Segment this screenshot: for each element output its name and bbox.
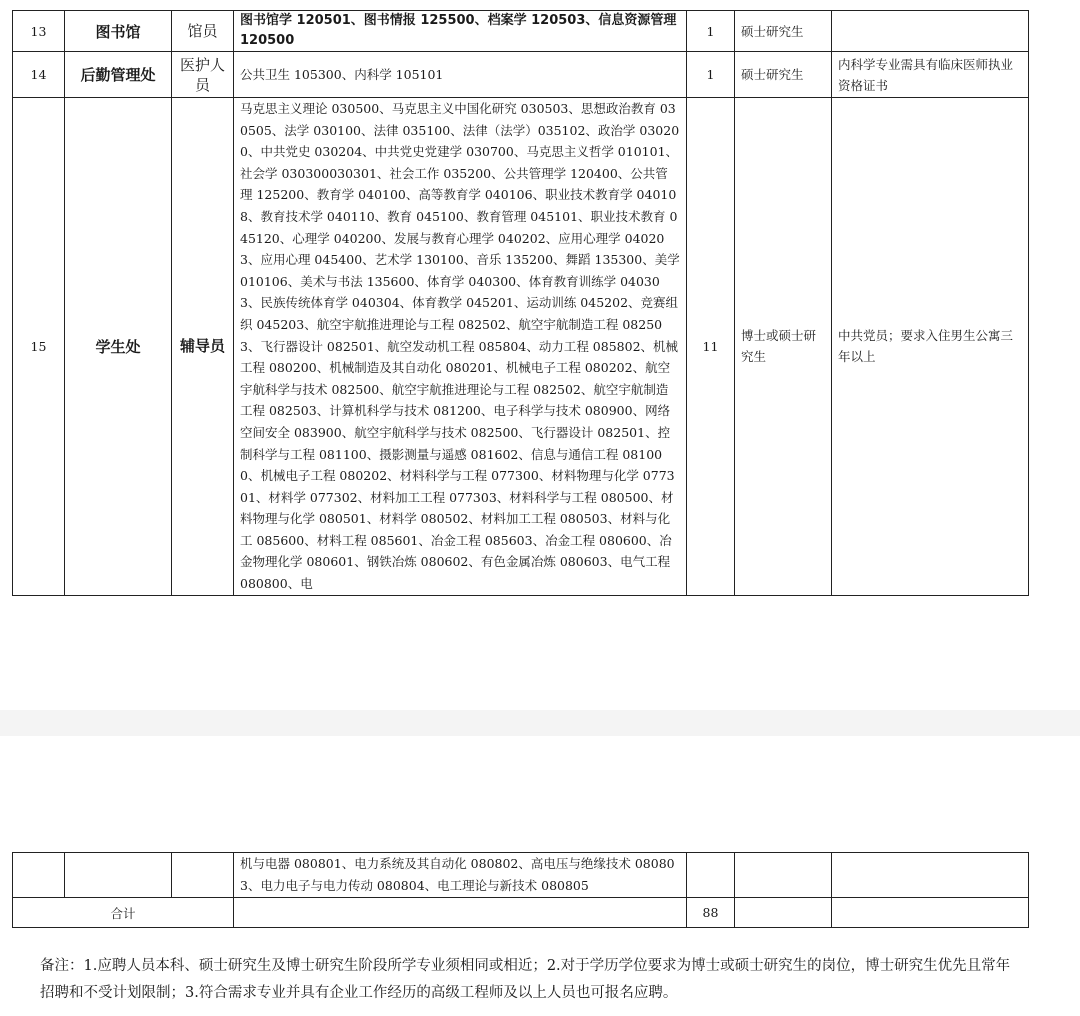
table-row — [13, 11, 1029, 52]
empty-cell — [65, 853, 172, 898]
majors-cell: 公共卫生 105300、内科学 105101 — [234, 52, 687, 98]
position-cell: 辅导员 — [172, 98, 234, 596]
page-break-bar — [0, 710, 1080, 736]
empty-cell — [735, 898, 832, 928]
note-cell: 中共党员；要求入住男生公寓三年以上 — [832, 98, 1029, 596]
row-number: 13 — [13, 11, 65, 52]
remarks-note: 备注：1.应聘人员本科、硕士研究生及博士研究生阶段所学专业须相同或相近；2.对于学历学位要求为博士或硕士研究生的岗位，博士研究生优先且常年招聘和不受计划限制；3.符合需求专业并具有企业工作经历的高级工程师及以上人员也可报名应聘。 — [40, 958, 1011, 1001]
department-cell: 图书馆 — [65, 11, 172, 52]
headcount-cell: 1 — [687, 52, 735, 98]
recruitment-table-part1 — [12, 10, 1029, 596]
headcount-cell: 11 — [687, 98, 735, 596]
recruitment-table-part2 — [12, 852, 1029, 928]
education-cell: 硕士研究生 — [735, 11, 832, 52]
majors-continuation-cell: 机与电器 080801、电力系统及其自动化 080802、高电压与绝缘技术 080803、电力电子与电力传动 080804、电工理论与新技术 080805 — [234, 853, 687, 898]
note-cell: 内科学专业需具有临床医师执业资格证书 — [832, 52, 1029, 98]
position-cell: 医护人员 — [172, 52, 234, 98]
majors-cell: 图书馆学 120501、图书情报 125500、档案学 120503、信息资源管理 120500 — [234, 11, 687, 52]
table-row — [13, 98, 1029, 596]
empty-cell — [832, 898, 1029, 928]
empty-cell — [735, 853, 832, 898]
total-row — [13, 898, 1029, 928]
empty-cell — [172, 853, 234, 898]
education-cell: 博士或硕士研究生 — [735, 98, 832, 596]
total-label: 合计 — [13, 898, 234, 928]
note-cell — [832, 11, 1029, 52]
table-row — [13, 853, 1029, 898]
empty-cell — [13, 853, 65, 898]
total-count: 88 — [687, 898, 735, 928]
education-cell: 硕士研究生 — [735, 52, 832, 98]
empty-cell — [234, 898, 687, 928]
row-number: 15 — [13, 98, 65, 596]
row-number: 14 — [13, 52, 65, 98]
empty-cell — [687, 853, 735, 898]
table-row — [13, 52, 1029, 98]
department-cell: 后勤管理处 — [65, 52, 172, 98]
department-cell: 学生处 — [65, 98, 172, 596]
majors-cell: 马克思主义理论 030500、马克思主义中国化研究 030503、思想政治教育 030505、法学 030100、法律 035100、法律（法学）035102、政治学 030200、中共党史 030204、中共党史党建学 030700、马克思主义哲学 010101、社会学 030300030301、社会工作 035200、公共管理学 120400、公共管理 125200、教育学 040100、高等教育学 040106、职业技术教育学 040108、教育技术学 040110、教育 045100、教育管理 045101、职业技术教育 045120、心理学 040200、发展与教育心理学 040202、应用心理学 040203、应用心理 045400、艺术学 130100、音乐 135200、舞蹈 135300、美学 010106、美术与书法 135600、体育学 040300、体育教育训练学 040303、民族传统体育学 040304、体育教学 045201、运动训练 045202、竞赛组织 045203、航空宇航推进理论与工程 082502、航空宇航制造工程 082503、飞行器设计 082501、航空发动机工程 085804、动力工程 085802、机械工程 080200、机械制造及其自动化 080201、机械电子工程 080202、航空宇航科学与技术 082500、航空宇航推进理论与工程 082502、航空宇航制造工程 082503、计算机科学与技术 081200、电子科学与技术 080900、网络空间安全 083900、航空宇航科学与技术 082500、飞行器设计 082501、控制科学与工程 081100、摄影测量与遥感 081602、信息与通信工程 081000、机械电子工程 080202、材料科学与工程 077300、材料物理与化学 077301、材料学 077302、材料加工工程 077303、材料科学与工程 080500、材料物理与化学 080501、材料学 080502、材料加工工程 080503、材料与化工 085600、材料工程 085601、冶金工程 085603、冶金工程 080600、冶金物理化学 080601、钢铁冶炼 080602、有色金属冶炼 080603、电气工程 080800、电 — [234, 98, 687, 596]
headcount-cell: 1 — [687, 11, 735, 52]
empty-cell — [832, 853, 1029, 898]
position-cell: 馆员 — [172, 11, 234, 52]
